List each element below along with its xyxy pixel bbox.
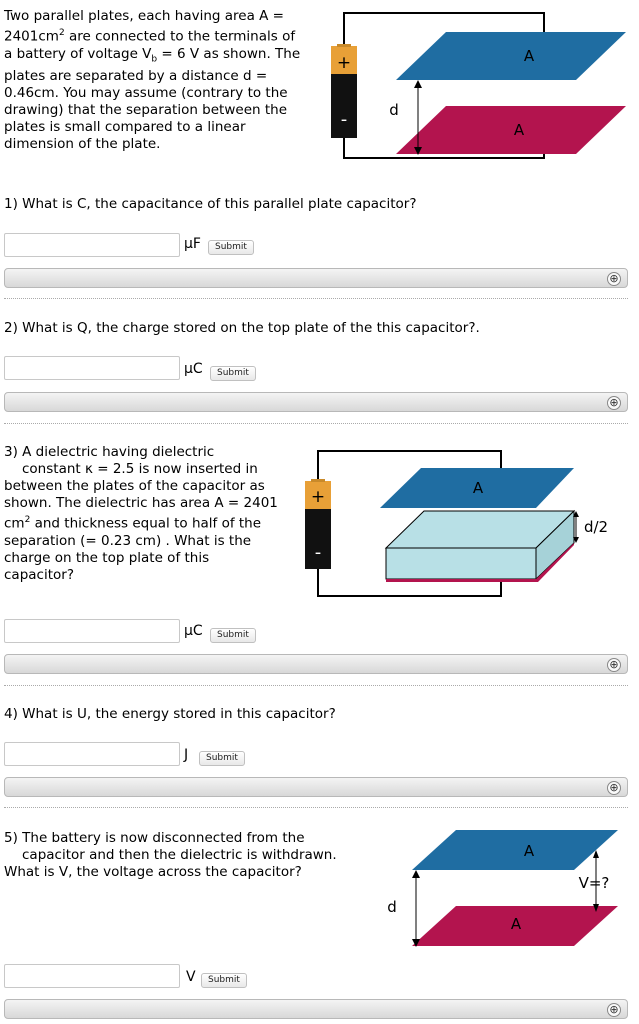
answer-4-input[interactable] <box>4 742 180 766</box>
question-4-text: 4) What is U, the energy stored in this capacitor? <box>4 706 336 722</box>
question-5-line: capacitor and then the dielectric is withdrawn. <box>22 847 337 863</box>
hint-bar-1[interactable] <box>4 268 628 288</box>
dielectric-front <box>386 548 536 579</box>
question-3-line: shown. The dielectric has area A = 2401 <box>4 495 278 511</box>
intro-fragment: = 6 V as shown. The <box>157 45 301 62</box>
submit-5-button[interactable]: Submit <box>201 973 247 988</box>
intro-line: plates are separated by a distance d = <box>4 68 268 85</box>
question-3-line <box>4 512 294 533</box>
expand-plus-icon[interactable]: ⊕ <box>607 781 621 795</box>
superscript: 2 <box>24 515 31 525</box>
intro-fragment: a battery of voltage V <box>4 45 152 62</box>
dielectric-diagram <box>296 446 631 601</box>
expand-plus-icon[interactable]: ⊕ <box>607 272 621 286</box>
expand-plus-icon[interactable]: ⊕ <box>607 396 621 410</box>
separator <box>4 685 628 686</box>
hint-bar-2[interactable] <box>4 392 628 412</box>
half-gap-label: d/2 <box>583 518 609 536</box>
separator <box>4 298 628 299</box>
intro-line <box>4 46 324 69</box>
top-plate <box>412 830 618 870</box>
question-3-line: separation (= 0.23 cm) . What is the <box>4 532 252 549</box>
submit-4-button[interactable]: Submit <box>199 751 245 766</box>
answer-4-unit: J <box>184 747 189 763</box>
expand-plus-icon[interactable]: ⊕ <box>607 1003 621 1017</box>
question-3-line: capacitor? <box>4 566 74 583</box>
hint-bar-5[interactable] <box>4 999 628 1019</box>
question-3-fragment: cm <box>4 515 25 532</box>
answer-2-unit: μC <box>184 361 203 377</box>
intro-line <box>4 25 324 46</box>
answer-1-unit: μF <box>184 236 201 252</box>
separator <box>4 423 628 424</box>
question-3-line: between the plates of the capacitor as <box>4 478 265 494</box>
intro-line: 0.46cm. You may assume (contrary to the <box>4 85 288 102</box>
expand-plus-icon[interactable]: ⊕ <box>607 658 621 672</box>
arrow-head-up <box>414 80 422 88</box>
answer-5-input[interactable] <box>4 964 180 988</box>
intro-fragment: 2401cm <box>4 28 59 45</box>
top-plate-label: A <box>523 47 535 65</box>
intro-fragment: are connected to the terminals of <box>64 28 296 45</box>
question-3-line: charge on the top plate of this <box>4 549 210 566</box>
top-plate <box>396 32 626 80</box>
hint-bar-4[interactable] <box>4 777 628 797</box>
subscript: b <box>151 54 158 65</box>
disconnected-capacitor-diagram <box>378 828 628 953</box>
minus-sign: - <box>314 542 322 563</box>
battery-terminal <box>337 44 351 47</box>
gap-label: d <box>389 101 399 119</box>
question-3-text <box>4 444 294 584</box>
voltage-label: V=? <box>578 874 610 892</box>
intro-line: dimension of the plate. <box>4 136 161 153</box>
question-3-line: constant κ = 2.5 is now inserted in <box>22 461 258 477</box>
question-5-line: What is V, the voltage across the capacitor? <box>4 864 302 880</box>
question-1-text: 1) What is C, the capacitance of this parallel plate capacitor? <box>4 196 417 212</box>
intro-line: plates is small compared to a linear <box>4 119 246 136</box>
minus-sign: - <box>340 109 348 130</box>
intro-line: drawing) that the separation between the <box>4 102 287 119</box>
bottom-plate <box>396 106 626 154</box>
answer-5-unit: V <box>186 969 196 985</box>
bottom-plate-label: A <box>513 121 525 139</box>
question-3-line: 3) A dielectric having dielectric <box>4 444 215 460</box>
answer-2-input[interactable] <box>4 356 180 380</box>
question-2-text: 2) What is Q, the charge stored on the top plate of the this capacitor?. <box>4 320 480 336</box>
battery-terminal <box>311 479 325 482</box>
answer-3-unit: μC <box>184 623 203 639</box>
intro-text <box>4 8 324 153</box>
answer-1-input[interactable] <box>4 233 180 257</box>
superscript: 2 <box>58 28 65 38</box>
hint-bar-3[interactable] <box>4 654 628 674</box>
bottom-plate-label: A <box>510 915 522 933</box>
question-5-line: 5) The battery is now disconnected from the <box>4 830 305 846</box>
question-5-text <box>4 830 384 881</box>
capacitor-diagram-1 <box>326 8 626 193</box>
top-plate-label: A <box>523 842 535 860</box>
question-3-fragment: and thickness equal to half of the <box>30 515 262 532</box>
arrow-head-up <box>412 870 420 878</box>
plus-sign: + <box>310 487 326 507</box>
intro-line: Two parallel plates, each having area A = <box>4 8 284 24</box>
gap-label: d <box>387 898 397 916</box>
answer-3-input[interactable] <box>4 619 180 643</box>
submit-1-button[interactable]: Submit <box>208 240 254 255</box>
plus-sign: + <box>336 53 352 73</box>
submit-3-button[interactable]: Submit <box>210 628 256 643</box>
top-plate-label: A <box>472 479 484 497</box>
submit-2-button[interactable]: Submit <box>210 366 256 381</box>
separator <box>4 807 628 808</box>
